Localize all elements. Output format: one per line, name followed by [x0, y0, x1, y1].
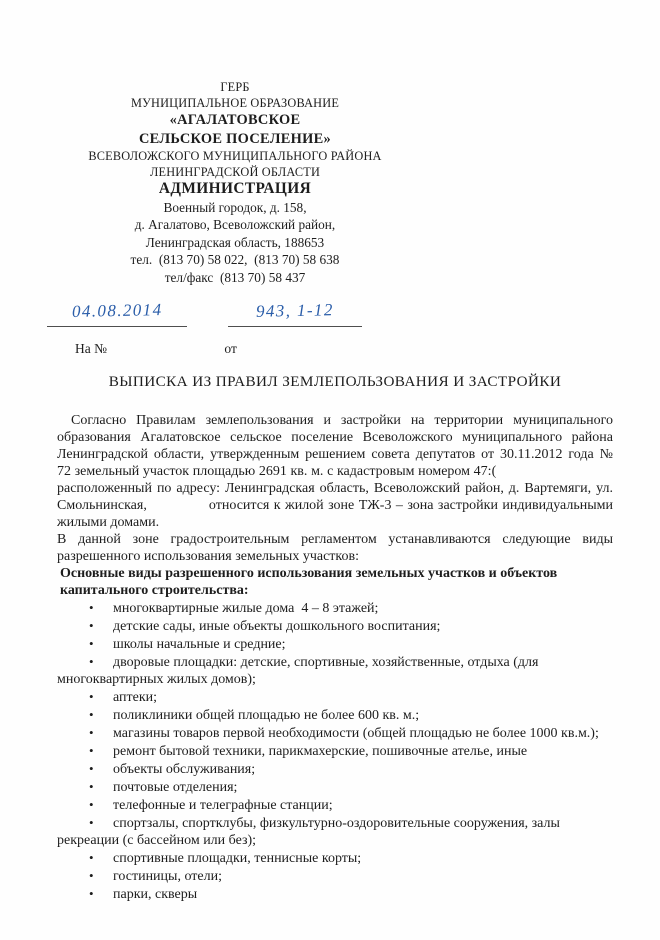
list-item-text: детские сады, иные объекты дошкольного воспитания;	[113, 619, 441, 635]
bullet-icon: •	[89, 797, 94, 813]
region-line: ЛЕНИНГРАДСКОЙ ОБЛАСТИ	[149, 164, 321, 179]
list-item-text: гостиницы, отели;	[113, 869, 222, 885]
list-item	[57, 599, 613, 617]
paragraph-zone-regulation	[57, 531, 613, 565]
bullet-icon: •	[89, 707, 94, 723]
list-item	[57, 724, 613, 742]
list-item	[57, 760, 613, 778]
bullet-icon: •	[89, 886, 94, 902]
text-line: разрешенного использования земельных участков:	[57, 549, 359, 565]
address-line-1: Военный городок, д. 158,	[163, 199, 307, 215]
bullet-icon: •	[89, 761, 94, 777]
text-line: Смольнинская, относится к жилой зоне ТЖ-3 – зона застройки индивидуальными	[57, 498, 613, 514]
list-item	[57, 796, 613, 814]
permitted-uses-list	[57, 599, 613, 903]
list-item	[57, 706, 613, 724]
list-item-text: аптеки;	[113, 690, 158, 706]
bullet-icon: •	[89, 850, 94, 866]
text-line: образования Агалатовское сельское поселение Всеволожского муниципального района	[57, 430, 613, 446]
bullet-icon: •	[89, 779, 94, 795]
outgoing-number-field	[228, 301, 362, 327]
text-line: Ленинградской области, утвержденным решением совета депутатов от 30.11.2012 года №	[57, 447, 613, 463]
list-item	[57, 867, 613, 885]
list-item-text: школы начальные и средние;	[113, 637, 286, 653]
paragraph-land-plot	[57, 412, 613, 531]
text-line: Согласно Правилам землепользования и застройки на территории муниципального	[71, 413, 613, 429]
list-item-text: почтовые отделения;	[113, 780, 238, 796]
ot-label: от	[224, 341, 237, 357]
org-name-line-1: «АГАЛАТОВСКОЕ	[169, 112, 301, 128]
list-item-text: спортивные площадки, теннисные корты;	[113, 851, 362, 867]
address-line-2: д. Агалатово, Всеволожский район,	[134, 217, 336, 233]
list-item-text: дворовые площадки: детские, спортивные, хозяйственные, отдыха (для многоквартирных жилых домов);	[57, 655, 539, 688]
bullet-icon: •	[89, 618, 94, 634]
org-type-line: МУНИЦИПАЛЬНОЕ ОБРАЗОВАНИЕ	[130, 95, 340, 110]
list-item-text: поликлиники общей площадью не более 600 кв. м.;	[113, 708, 420, 724]
bullet-icon: •	[89, 689, 94, 705]
list-item-text: многоквартирные жилые дома 4 – 8 этажей;	[113, 601, 379, 617]
bullet-icon: •	[89, 743, 94, 759]
list-item	[57, 885, 613, 903]
bullet-icon: •	[89, 725, 94, 741]
list-heading	[57, 565, 613, 599]
list-item	[57, 742, 613, 760]
reference-block	[0, 301, 660, 329]
phone-line: тел. (813 70) 58 022, (813 70) 58 638	[130, 252, 340, 268]
list-item-text: объекты обслуживания;	[113, 762, 256, 778]
handwritten-date: 04.08.2014	[71, 300, 163, 322]
text-line: Основные виды разрешенного использования земельных участков и объектов	[60, 566, 558, 582]
list-item	[57, 653, 613, 688]
text-line: расположенный по адресу: Ленинградская область, Всеволожский район, д. Вартемяги, ул.	[57, 481, 613, 497]
org-name-line-2: СЕЛЬСКОЕ ПОСЕЛЕНИЕ»	[138, 131, 332, 147]
text-line: В данной зоне градостроительным регламентом устанавливаются следующие виды	[57, 532, 613, 548]
coat-of-arms-placeholder: ГЕРБ	[220, 80, 250, 94]
fax-line: тел/факс (813 70) 58 437	[164, 269, 306, 285]
address-line-3: Ленинградская область, 188653	[145, 234, 325, 250]
incoming-reference-row	[75, 341, 660, 357]
outgoing-date-field	[47, 301, 187, 327]
list-item-text: ремонт бытовой техники, парикмахерские, пошивочные ателье, иные	[113, 744, 528, 760]
list-item-text: магазины товаров первой необходимости (общей площадью не более 1000 кв.м.);	[113, 726, 599, 742]
list-item-text: спортзалы, спортклубы, физкультурно-оздоровительные сооружения, залы рекреации (с бассейном или без);	[57, 816, 560, 849]
list-item-text: парки, скверы	[113, 887, 198, 903]
text-line: жилыми домами.	[57, 515, 160, 531]
list-item	[57, 635, 613, 653]
na-no-label: На №	[75, 341, 107, 357]
list-item	[57, 814, 613, 849]
document-body	[57, 412, 613, 903]
list-item	[57, 849, 613, 867]
text-line: капитального строительства:	[60, 583, 249, 599]
handwritten-number: 943, 1-12	[255, 300, 335, 322]
letterhead	[85, 0, 385, 286]
list-item	[57, 778, 613, 796]
list-item	[57, 688, 613, 706]
document-title: ВЫПИСКА ИЗ ПРАВИЛ ЗЕМЛЕПОЛЬЗОВАНИЯ И ЗАСТРОЙКИ	[108, 373, 562, 391]
bullet-icon: •	[89, 654, 94, 670]
bullet-icon: •	[89, 600, 94, 616]
list-item-text: телефонные и телеграфные станции;	[113, 798, 333, 814]
district-line: ВСЕВОЛОЖСКОГО МУНИЦИПАЛЬНОГО РАЙОНА	[88, 149, 382, 163]
administration-title: АДМИНИСТРАЦИЯ	[158, 180, 312, 197]
bullet-icon: •	[89, 636, 94, 652]
bullet-icon: •	[89, 868, 94, 884]
text-line: 72 земельный участок площадью 2691 кв. м. с кадастровым номером 47:(	[57, 464, 497, 480]
list-item	[57, 617, 613, 635]
bullet-icon: •	[89, 815, 94, 831]
